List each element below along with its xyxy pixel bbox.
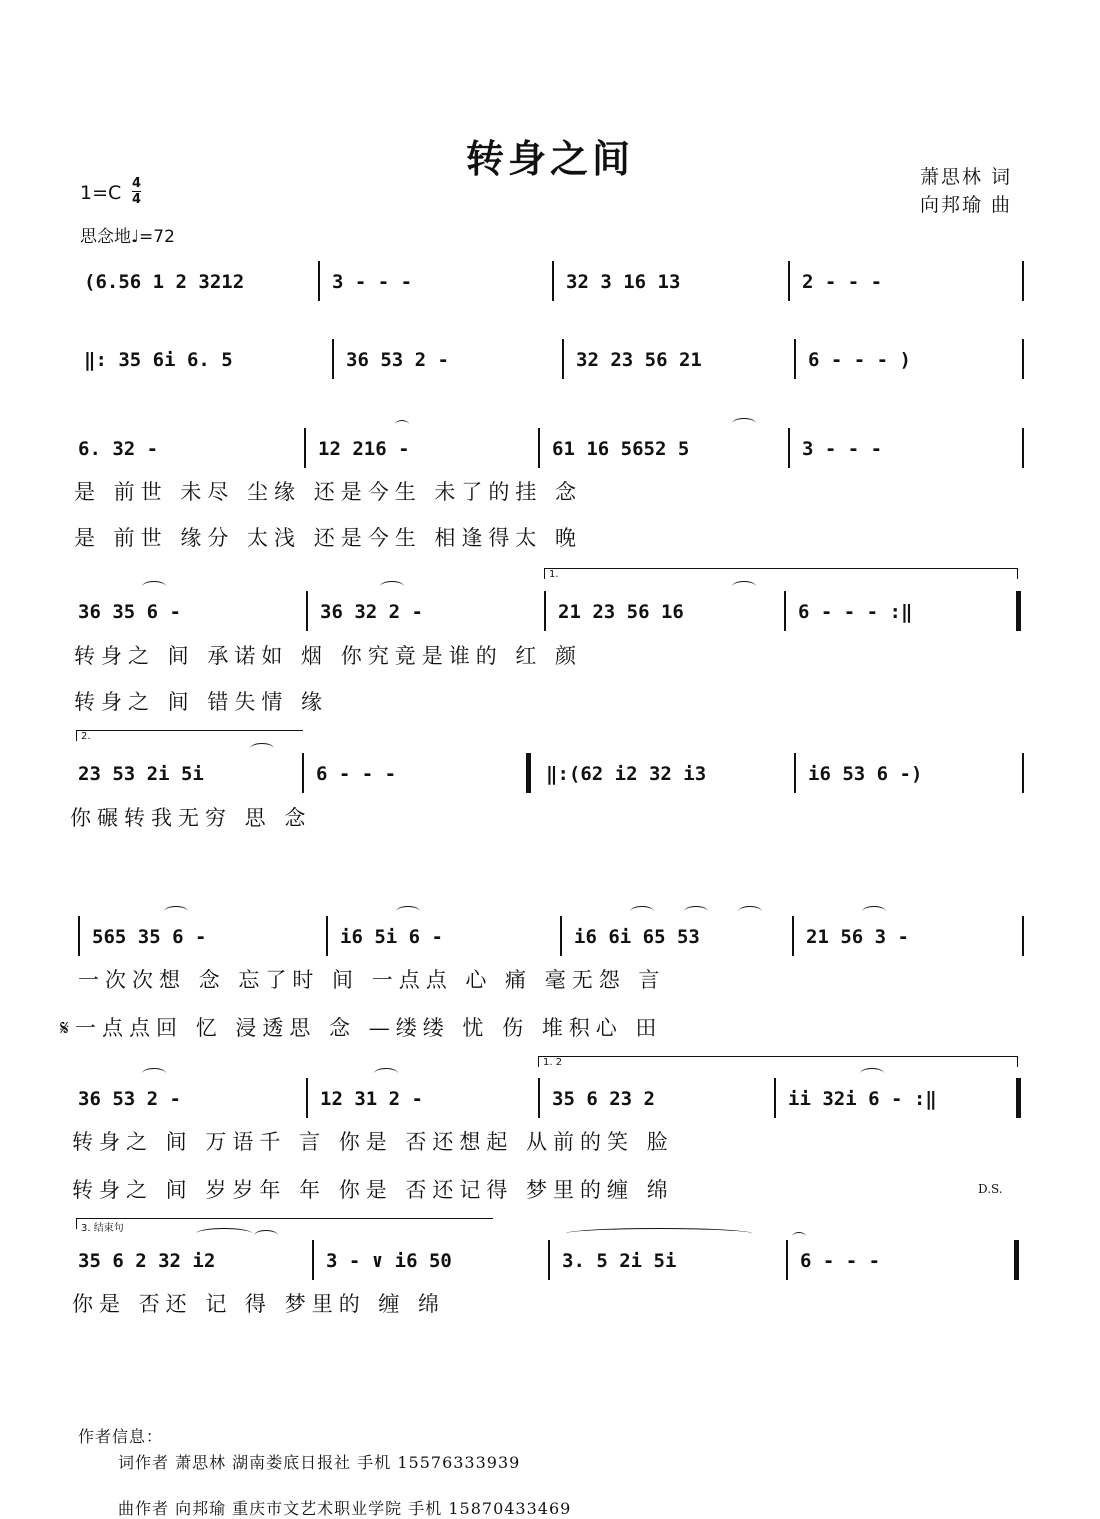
measure: 12 31 2 - <box>320 1088 423 1110</box>
volta-bracket: 1. 2 <box>538 1056 1018 1067</box>
measure: 61 16 5652 5 <box>552 438 690 460</box>
lyric-line: 一次次想 念 忘了时 间 一点点 心 痛 毫无怨 言 <box>78 968 666 992</box>
score-system <box>0 1082 1100 1116</box>
slur-arc <box>380 581 404 592</box>
repeat-end-barline <box>1016 1078 1021 1118</box>
key-signature: 1=C <box>80 182 122 204</box>
author-info-heading: 作者信息： <box>78 1427 164 1446</box>
measure: 6 - - - <box>800 1250 881 1272</box>
volta-bracket: 3. 结束句 <box>76 1218 493 1229</box>
slur-arc <box>732 418 756 429</box>
score-system <box>0 595 1100 629</box>
measure: 2 - - - <box>802 271 883 293</box>
slur-arc <box>732 581 756 592</box>
measure: 6 - - - <box>316 763 397 785</box>
measure: 6 - - - ) <box>808 349 911 371</box>
author-info-composer: 曲作者 向邦瑜 重庆市文艺术职业学院 手机 15870433469 <box>118 1499 572 1518</box>
slur-arc <box>862 906 886 917</box>
measure: i6 53 6 -) <box>808 763 923 785</box>
measure: ii 32i 6 - :‖ <box>788 1088 937 1110</box>
slur-arc <box>374 1068 398 1079</box>
barline <box>1022 753 1024 793</box>
time-signature-top: 4 <box>132 176 142 191</box>
measure: 36 35 6 - <box>78 601 181 623</box>
lyric-line: 转身之 间 岁岁年 年 你是 否还记得 梦里的缠 绵 <box>72 1178 674 1202</box>
barline <box>1022 261 1024 301</box>
slur-arc <box>164 906 188 917</box>
measure: i6 5i 6 - <box>340 926 443 948</box>
lyric-line: 𝄋一点点回 忆 浸透思 念 —缕缕 忧 伤 堆积心 田 <box>60 1016 663 1040</box>
slur-arc <box>250 743 274 754</box>
author-info-lyricist: 词作者 萧思林 湖南娄底日报社 手机 15576333939 <box>118 1453 521 1472</box>
fermata-mark <box>792 1232 806 1241</box>
barline <box>1022 428 1024 468</box>
slur-arc <box>860 1068 884 1079</box>
slur-arc <box>142 581 166 592</box>
slur-arc <box>254 1230 278 1241</box>
slur-arc <box>196 1228 252 1239</box>
measure: 36 53 2 - <box>78 1088 181 1110</box>
lyric-line: 是 前世 缘分 太浅 还是今生 相逢得太 晚 <box>74 526 583 550</box>
score-system <box>0 343 1100 377</box>
lyric-line: 转身之 间 万语千 言 你是 否还想起 从前的笑 脸 <box>72 1130 674 1154</box>
score-system <box>0 432 1100 466</box>
slur-arc <box>396 906 420 917</box>
lyric-line: 转身之 间 承诺如 烟 你究竟是谁的 红 颜 <box>74 644 583 668</box>
fermata-mark <box>395 420 409 429</box>
barline <box>1022 339 1024 379</box>
measure: 23 53 2i 5i <box>78 763 204 785</box>
measure: ‖:(62 i2 32 i3 <box>546 763 707 785</box>
measure: 32 3 16 13 <box>566 271 681 293</box>
song-title: 转身之间 <box>465 136 634 181</box>
measure: 3. 5 2i 5i <box>562 1250 677 1272</box>
composer-credit: 向邦瑜 曲 <box>919 194 1012 216</box>
measure: 32 23 56 21 <box>576 349 702 371</box>
measure: 565 35 6 - <box>92 926 207 948</box>
slur-arc <box>738 906 762 917</box>
lyric-line: 你碾转我无穷 思 念 <box>70 806 312 830</box>
score-system <box>0 265 1100 299</box>
slur-arc <box>142 1068 166 1079</box>
dal-segno-mark: D.S. <box>978 1182 1003 1196</box>
lyric-line: 是 前世 未尽 尘缘 还是今生 未了的挂 念 <box>74 480 583 504</box>
lyric-line: 你是 否还 记 得 梦里的 缠 绵 <box>72 1292 446 1316</box>
slur-arc <box>566 1228 752 1239</box>
slur-arc <box>684 906 708 917</box>
measure: 21 56 3 - <box>806 926 909 948</box>
lyric-line: 转身之 间 错失情 缘 <box>74 690 329 714</box>
final-barline <box>1014 1240 1019 1280</box>
measure: 35 6 2 32 i2 <box>78 1250 216 1272</box>
repeat-end-barline <box>1016 591 1021 631</box>
measure: 3 - - - <box>332 271 413 293</box>
volta-bracket: 1. <box>544 568 1018 579</box>
tempo-marking: 思念地♩=72 <box>80 227 175 247</box>
time-signature-bottom: 4 <box>132 192 142 207</box>
measure: 36 53 2 - <box>346 349 449 371</box>
repeat-start-barline <box>526 753 531 793</box>
measure: ‖: 35 6i 6. 5 <box>84 349 233 371</box>
score-system <box>0 757 1100 791</box>
measure: i6 6i 65 53 <box>574 926 700 948</box>
measure: 21 23 56 16 <box>558 601 684 623</box>
measure: 3 - - - <box>802 438 883 460</box>
score-system <box>0 920 1100 954</box>
time-signature <box>132 176 141 207</box>
lyricist-credit: 萧思林 词 <box>919 166 1012 188</box>
measure: 36 32 2 - <box>320 601 423 623</box>
volta-bracket: 2. <box>76 730 303 741</box>
score-system <box>0 1244 1100 1278</box>
measure: 6 - - - :‖ <box>798 601 913 623</box>
measure: 3 - ∨ i6 50 <box>326 1250 452 1272</box>
measure: 35 6 23 2 <box>552 1088 655 1110</box>
barline <box>1022 916 1024 956</box>
measure: 12 216 - <box>318 438 410 460</box>
slur-arc <box>630 906 654 917</box>
measure: (6.56 1 2 3212 <box>84 271 245 293</box>
measure: 6. 32 - <box>78 438 159 460</box>
